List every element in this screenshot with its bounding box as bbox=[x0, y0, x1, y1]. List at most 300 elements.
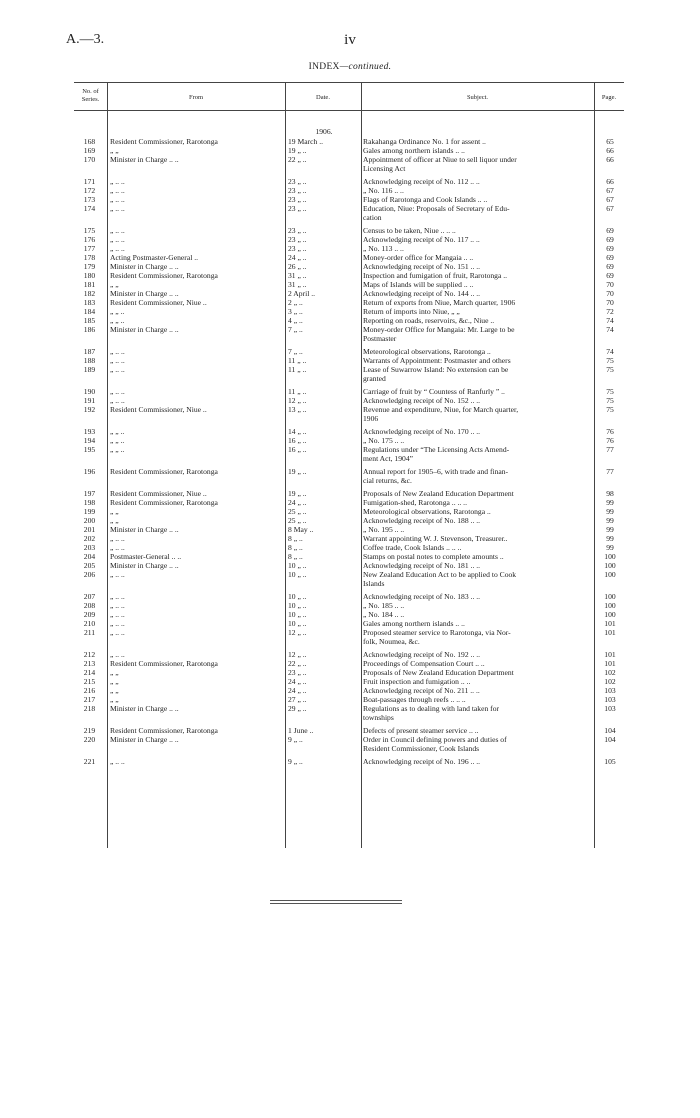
table-row bbox=[74, 226, 624, 235]
date-cell: 10 „ .. bbox=[288, 619, 307, 628]
subject-cell: Fumigation-shed, Rarotonga .. .. .. bbox=[363, 498, 467, 507]
subject-cell: Meteorological observations, Rarotonga .. bbox=[363, 507, 491, 516]
page-cell bbox=[596, 334, 624, 343]
from-cell: „ „ .. bbox=[110, 436, 125, 445]
series-number: 175 bbox=[83, 226, 96, 235]
date-cell: 24 „ .. bbox=[288, 686, 307, 695]
subject-cell: Carriage of fruit by “ Countess of Ranfurly ” .. bbox=[363, 387, 505, 396]
page-number: iv bbox=[344, 32, 356, 48]
subject-cell: Rakahanga Ordinance No. 1 for assent .. bbox=[363, 137, 486, 146]
date-cell: 23 „ .. bbox=[288, 186, 307, 195]
table-row bbox=[74, 592, 624, 601]
table-row bbox=[74, 637, 624, 646]
table-row bbox=[74, 601, 624, 610]
series-number bbox=[74, 476, 105, 485]
series-number: 185 bbox=[83, 316, 96, 325]
from-cell: „ „ .. bbox=[110, 427, 125, 436]
series-number: 195 bbox=[83, 445, 96, 454]
series-number: 179 bbox=[83, 262, 96, 271]
date-cell bbox=[288, 334, 360, 343]
subject-cell: Defects of present steamer service .. .. bbox=[363, 726, 479, 735]
page-cell: 70 bbox=[606, 280, 614, 289]
from-cell: „ .. .. bbox=[110, 619, 125, 628]
from-cell: „ .. .. bbox=[110, 177, 125, 186]
page-cell: 69 bbox=[606, 271, 614, 280]
subject-cell: townships bbox=[363, 713, 394, 722]
subject-cell: „ No. 113 .. .. bbox=[363, 244, 404, 253]
table-row bbox=[74, 213, 624, 222]
from-cell: „ .. .. bbox=[110, 650, 125, 659]
series-number: 178 bbox=[83, 253, 96, 262]
series-number bbox=[74, 744, 105, 753]
page-cell: 99 bbox=[606, 507, 614, 516]
from-cell: „ .. .. bbox=[110, 347, 125, 356]
series-number: 213 bbox=[83, 659, 96, 668]
subject-cell: Boat-passages through reefs .. .. .. bbox=[363, 695, 466, 704]
table-row bbox=[74, 436, 624, 445]
date-cell: 23 „ .. bbox=[288, 235, 307, 244]
from-cell bbox=[110, 164, 288, 173]
date-cell: 24 „ .. bbox=[288, 253, 307, 262]
series-number: 173 bbox=[83, 195, 96, 204]
series-number: 174 bbox=[83, 204, 96, 213]
from-cell: Resident Commissioner, Niue .. bbox=[110, 298, 207, 307]
subject-cell: 1906 bbox=[363, 414, 379, 423]
series-number: 206 bbox=[83, 570, 96, 579]
date-cell: 10 „ .. bbox=[288, 601, 307, 610]
page-cell: 98 bbox=[606, 489, 614, 498]
page-cell: 101 bbox=[604, 650, 616, 659]
subject-cell: Education, Niue: Proposals of Secretary of Edu- bbox=[363, 204, 510, 213]
subject-cell: Acknowledging receipt of No. 211 .. .. bbox=[363, 686, 480, 695]
page-cell bbox=[596, 637, 624, 646]
series-number: 205 bbox=[83, 561, 96, 570]
subject-cell: Acknowledging receipt of No. 196 .. .. bbox=[363, 757, 481, 766]
date-cell: 12 „ .. bbox=[288, 396, 307, 405]
series-number bbox=[74, 713, 105, 722]
from-cell: „ .. .. bbox=[110, 226, 125, 235]
page-cell: 100 bbox=[604, 601, 616, 610]
series-number: 211 bbox=[83, 628, 96, 637]
table-row bbox=[74, 489, 624, 498]
series-number bbox=[74, 637, 105, 646]
table-row bbox=[74, 405, 624, 414]
table-row bbox=[74, 325, 624, 334]
table-row bbox=[74, 280, 624, 289]
page-cell: 100 bbox=[604, 610, 616, 619]
page-cell: 66 bbox=[606, 177, 614, 186]
series-number bbox=[74, 414, 105, 423]
page-cell: 100 bbox=[604, 561, 616, 570]
index-title-suffix: —continued. bbox=[339, 62, 392, 72]
from-cell: Resident Commissioner, Niue .. bbox=[110, 405, 207, 414]
subject-cell: „ No. 116 .. .. bbox=[363, 186, 404, 195]
from-cell: Resident Commissioner, Rarotonga bbox=[110, 726, 218, 735]
page-cell: 70 bbox=[606, 289, 614, 298]
from-cell: „ .. .. bbox=[110, 592, 125, 601]
page-cell: 99 bbox=[606, 498, 614, 507]
page-cell: 69 bbox=[606, 235, 614, 244]
date-cell bbox=[288, 374, 360, 383]
series-number bbox=[74, 213, 105, 222]
from-cell: Minister in Charge .. .. bbox=[110, 525, 179, 534]
subject-cell: Regulations as to dealing with land taken for bbox=[363, 704, 500, 713]
page-cell bbox=[596, 374, 624, 383]
table-top-rule bbox=[74, 82, 624, 83]
page-cell: 75 bbox=[606, 387, 614, 396]
series-number: 221 bbox=[83, 757, 96, 766]
from-cell: Acting Postmaster-General .. bbox=[110, 253, 198, 262]
date-cell: 11 „ .. bbox=[288, 365, 307, 374]
subject-cell: Warrant appointing W. J. Stevenson, Treasurer.. bbox=[363, 534, 508, 543]
table-row bbox=[74, 262, 624, 271]
table-row bbox=[74, 177, 624, 186]
table-header-rule bbox=[74, 110, 624, 111]
subject-cell: Lease of Suwarrow Island: No extension can be bbox=[363, 365, 509, 374]
subject-cell: Return of imports into Niue, „ „ bbox=[363, 307, 460, 316]
footer-rule bbox=[270, 900, 402, 901]
subject-cell: Warrants of Appointment: Postmaster and others bbox=[363, 356, 511, 365]
date-cell: 11 „ .. bbox=[288, 387, 307, 396]
date-cell: 9 „ .. bbox=[288, 757, 303, 766]
from-cell bbox=[110, 476, 288, 485]
page-cell bbox=[596, 164, 624, 173]
series-number: 201 bbox=[83, 525, 96, 534]
from-cell: „ .. .. bbox=[110, 387, 125, 396]
subject-cell: „ No. 195 .. .. bbox=[363, 525, 405, 534]
from-cell bbox=[110, 414, 288, 423]
from-cell: Minister in Charge .. .. bbox=[110, 561, 179, 570]
table-row bbox=[74, 445, 624, 454]
table-row bbox=[74, 543, 624, 552]
series-number: 219 bbox=[83, 726, 96, 735]
subject-cell: „ No. 175 .. .. bbox=[363, 436, 405, 445]
page-cell: 102 bbox=[604, 677, 616, 686]
page-cell bbox=[596, 213, 624, 222]
table-row bbox=[74, 619, 624, 628]
table-row bbox=[74, 427, 624, 436]
page-cell bbox=[596, 454, 624, 463]
series-number: 191 bbox=[83, 396, 96, 405]
date-cell: 7 „ .. bbox=[288, 325, 303, 334]
page-cell: 76 bbox=[606, 436, 614, 445]
table-row bbox=[74, 271, 624, 280]
from-cell: „ .. .. bbox=[110, 396, 125, 405]
subject-cell: Money-order Office for Mangaia: Mr. Large to be bbox=[363, 325, 515, 334]
series-number: 202 bbox=[83, 534, 96, 543]
page-header-left: A.—3. bbox=[66, 32, 105, 47]
subject-cell: Reporting on roads, reservoirs, &c., Niue .. bbox=[363, 316, 495, 325]
subject-cell: cation bbox=[363, 213, 382, 222]
table-row bbox=[74, 726, 624, 735]
page-cell: 103 bbox=[604, 686, 616, 695]
subject-cell: Acknowledging receipt of No. 188 .. .. bbox=[363, 516, 481, 525]
table-row bbox=[74, 186, 624, 195]
page-cell: 100 bbox=[604, 552, 616, 561]
table-row bbox=[74, 244, 624, 253]
series-number: 188 bbox=[83, 356, 96, 365]
subject-cell: folk, Noumea, &c. bbox=[363, 637, 420, 646]
subject-cell: Gales among northern islands .. .. bbox=[363, 619, 465, 628]
from-cell: „ „ bbox=[110, 280, 119, 289]
index-table bbox=[74, 82, 624, 848]
from-cell bbox=[110, 213, 288, 222]
page-cell: 67 bbox=[606, 186, 614, 195]
date-cell: 19 „ .. bbox=[288, 467, 307, 476]
table-row bbox=[74, 552, 624, 561]
series-number: 169 bbox=[83, 146, 96, 155]
subject-cell: cial returns, &c. bbox=[363, 476, 412, 485]
table-row bbox=[74, 155, 624, 164]
series-number: 199 bbox=[83, 507, 96, 516]
date-cell: 8 May .. bbox=[288, 525, 314, 534]
table-row bbox=[74, 668, 624, 677]
date-cell: 27 „ .. bbox=[288, 695, 307, 704]
column-header-subject: Subject. bbox=[466, 94, 489, 101]
page-cell: 77 bbox=[606, 445, 614, 454]
page-cell bbox=[596, 414, 624, 423]
subject-cell: Proposed steamer service to Rarotonga, via Nor- bbox=[363, 628, 511, 637]
date-cell: 11 „ .. bbox=[288, 356, 307, 365]
date-cell bbox=[288, 164, 360, 173]
date-cell: 23 „ .. bbox=[288, 244, 307, 253]
series-number: 181 bbox=[83, 280, 96, 289]
page-cell: 99 bbox=[606, 516, 614, 525]
date-cell: 8 „ .. bbox=[288, 534, 303, 543]
from-cell: „ „ bbox=[110, 686, 119, 695]
from-cell: „ .. .. bbox=[110, 601, 125, 610]
date-cell: 8 „ .. bbox=[288, 552, 303, 561]
subject-cell: Meteorological observations, Rarotonga .. bbox=[363, 347, 491, 356]
from-cell: Minister in Charge .. .. bbox=[110, 155, 179, 164]
page-cell: 101 bbox=[604, 619, 616, 628]
date-cell: 26 „ .. bbox=[288, 262, 307, 271]
table-row bbox=[74, 650, 624, 659]
series-number: 171 bbox=[83, 177, 96, 186]
table-row bbox=[74, 235, 624, 244]
page-cell bbox=[596, 744, 624, 753]
from-cell: „ .. .. bbox=[110, 204, 125, 213]
date-cell: 10 „ .. bbox=[288, 561, 307, 570]
date-cell: 16 „ .. bbox=[288, 445, 307, 454]
page-cell: 66 bbox=[606, 155, 614, 164]
series-number: 209 bbox=[83, 610, 96, 619]
page-cell: 75 bbox=[606, 396, 614, 405]
subject-cell: Appointment of officer at Niue to sell liquor under bbox=[363, 155, 517, 164]
subject-cell: Stamps on postal notes to complete amounts .. bbox=[363, 552, 504, 561]
subject-cell: Acknowledging receipt of No. 117 .. .. bbox=[363, 235, 480, 244]
from-cell: „ „ bbox=[110, 668, 119, 677]
date-cell: 12 „ .. bbox=[288, 628, 307, 637]
date-cell: 16 „ .. bbox=[288, 436, 307, 445]
index-title bbox=[0, 62, 700, 72]
from-cell: „ .. .. bbox=[110, 195, 125, 204]
from-cell: „ „ bbox=[110, 695, 119, 704]
column-header-page: Page. bbox=[601, 94, 617, 101]
date-cell: 9 „ .. bbox=[288, 735, 303, 744]
page-cell: 105 bbox=[604, 757, 616, 766]
table-row bbox=[74, 396, 624, 405]
subject-cell: Acknowledging receipt of No. 144 .. .. bbox=[363, 289, 481, 298]
subject-cell: Census to be taken, Niue .. .. .. bbox=[363, 226, 456, 235]
table-row bbox=[74, 316, 624, 325]
from-cell: „ .. .. bbox=[110, 235, 125, 244]
date-cell: 3 „ .. bbox=[288, 307, 303, 316]
series-number: 217 bbox=[83, 695, 96, 704]
table-row bbox=[74, 467, 624, 476]
from-cell bbox=[110, 334, 288, 343]
subject-cell: Return of exports from Niue, March quarter, 1906 bbox=[363, 298, 516, 307]
series-number: 204 bbox=[83, 552, 96, 561]
table-row bbox=[74, 534, 624, 543]
page-cell: 100 bbox=[604, 592, 616, 601]
page-cell: 75 bbox=[606, 365, 614, 374]
date-cell: 23 „ .. bbox=[288, 204, 307, 213]
page-cell: 74 bbox=[606, 325, 614, 334]
series-number: 214 bbox=[83, 668, 96, 677]
from-cell: „ .. .. bbox=[110, 534, 125, 543]
from-cell: Resident Commissioner, Niue .. bbox=[110, 489, 207, 498]
date-cell: 23 „ .. bbox=[288, 195, 307, 204]
page-cell: 70 bbox=[606, 298, 614, 307]
table-row bbox=[74, 695, 624, 704]
from-cell: „ „ bbox=[110, 516, 119, 525]
from-cell: Minister in Charge .. .. bbox=[110, 262, 179, 271]
subject-cell: Acknowledging receipt of No. 152 .. .. bbox=[363, 396, 481, 405]
series-number: 172 bbox=[83, 186, 96, 195]
series-number bbox=[74, 334, 105, 343]
series-number: 192 bbox=[83, 405, 96, 414]
series-number: 198 bbox=[83, 498, 96, 507]
table-row bbox=[74, 757, 624, 766]
from-cell: Resident Commissioner, Rarotonga bbox=[110, 271, 218, 280]
from-cell: „ .. .. bbox=[110, 365, 125, 374]
subject-cell: Acknowledging receipt of No. 170 .. .. bbox=[363, 427, 481, 436]
subject-cell: Proceedings of Compensation Court .. .. bbox=[363, 659, 485, 668]
from-cell: „ „ .. bbox=[110, 307, 125, 316]
subject-cell: New Zealand Education Act to be applied to Cook bbox=[363, 570, 517, 579]
table-row bbox=[74, 374, 624, 383]
from-cell: Resident Commissioner, Rarotonga bbox=[110, 659, 218, 668]
subject-cell: Acknowledging receipt of No. 151 .. .. bbox=[363, 262, 481, 271]
date-cell: 10 „ .. bbox=[288, 610, 307, 619]
column-header-no: No. of Series. bbox=[81, 88, 100, 103]
series-number: 190 bbox=[83, 387, 96, 396]
year-label: 1906. bbox=[315, 127, 333, 136]
page-cell: 99 bbox=[606, 525, 614, 534]
column-header-date: Date. bbox=[316, 94, 330, 101]
from-cell: „ .. .. bbox=[110, 543, 125, 552]
subject-cell: Islands bbox=[363, 579, 385, 588]
subject-cell: Proposals of New Zealand Education Department bbox=[363, 489, 514, 498]
series-number bbox=[74, 164, 105, 173]
subject-cell: Acknowledging receipt of No. 112 .. .. bbox=[363, 177, 480, 186]
table-row bbox=[74, 454, 624, 463]
series-number bbox=[74, 454, 105, 463]
series-number: 168 bbox=[83, 137, 96, 146]
date-cell: 19 „ .. bbox=[288, 146, 307, 155]
series-number: 197 bbox=[83, 489, 96, 498]
series-number: 187 bbox=[83, 347, 96, 356]
date-cell bbox=[288, 213, 360, 222]
date-cell: 19 March .. bbox=[288, 137, 324, 146]
page-cell: 103 bbox=[604, 704, 616, 713]
table-row bbox=[74, 387, 624, 396]
page-cell: 99 bbox=[606, 534, 614, 543]
from-cell: „ „ .. bbox=[110, 316, 125, 325]
date-cell: 31 „ .. bbox=[288, 280, 307, 289]
series-number: 216 bbox=[83, 686, 96, 695]
from-cell: Postmaster-General .. .. bbox=[110, 552, 182, 561]
table-row bbox=[74, 516, 624, 525]
from-cell: Minister in Charge .. .. bbox=[110, 289, 179, 298]
date-cell: 4 „ .. bbox=[288, 316, 303, 325]
page-cell: 69 bbox=[606, 253, 614, 262]
series-number: 183 bbox=[83, 298, 96, 307]
date-cell bbox=[288, 454, 360, 463]
table-row bbox=[74, 356, 624, 365]
from-cell: Resident Commissioner, Rarotonga bbox=[110, 498, 218, 507]
column-header-from: From bbox=[188, 94, 204, 101]
date-cell: 10 „ .. bbox=[288, 592, 307, 601]
page-cell bbox=[596, 713, 624, 722]
subject-cell: „ No. 184 .. .. bbox=[363, 610, 405, 619]
page-cell: 69 bbox=[606, 262, 614, 271]
table-row bbox=[74, 146, 624, 155]
page-cell: 67 bbox=[606, 195, 614, 204]
date-cell: 10 „ .. bbox=[288, 570, 307, 579]
date-cell: 24 „ .. bbox=[288, 498, 307, 507]
page-cell: 66 bbox=[606, 146, 614, 155]
series-number: 180 bbox=[83, 271, 96, 280]
series-number: 170 bbox=[83, 155, 96, 164]
date-cell: 8 „ .. bbox=[288, 543, 303, 552]
date-cell: 19 „ .. bbox=[288, 489, 307, 498]
subject-cell: Regulations under “The Licensing Acts Amend- bbox=[363, 445, 510, 454]
table-row bbox=[74, 253, 624, 262]
from-cell: Resident Commissioner, Rarotonga bbox=[110, 137, 218, 146]
subject-cell: „ No. 185 .. .. bbox=[363, 601, 405, 610]
table-row bbox=[74, 334, 624, 343]
series-number: 215 bbox=[83, 677, 96, 686]
table-row bbox=[74, 195, 624, 204]
page-cell: 69 bbox=[606, 244, 614, 253]
page-cell: 104 bbox=[604, 726, 616, 735]
series-number: 194 bbox=[83, 436, 96, 445]
page-cell: 77 bbox=[606, 467, 614, 476]
page-cell: 75 bbox=[606, 356, 614, 365]
date-cell bbox=[288, 579, 360, 588]
date-cell: 14 „ .. bbox=[288, 427, 307, 436]
page-cell: 103 bbox=[604, 695, 616, 704]
subject-cell: Money-order office for Mangaia .. .. bbox=[363, 253, 474, 262]
page-cell: 72 bbox=[606, 307, 614, 316]
page-cell: 74 bbox=[606, 347, 614, 356]
series-number: 193 bbox=[83, 427, 96, 436]
date-cell: 12 „ .. bbox=[288, 650, 307, 659]
date-cell bbox=[288, 476, 360, 485]
table-row bbox=[74, 365, 624, 374]
subject-cell: Flags of Rarotonga and Cook Islands .. .. bbox=[363, 195, 488, 204]
table-row bbox=[74, 164, 624, 173]
date-cell: 23 „ .. bbox=[288, 177, 307, 186]
series-number: 186 bbox=[83, 325, 96, 334]
series-number bbox=[74, 374, 105, 383]
from-cell bbox=[110, 374, 288, 383]
from-cell: „ .. .. bbox=[110, 628, 125, 637]
subject-cell: Revenue and expenditure, Niue, for March quarter, bbox=[363, 405, 519, 414]
page-cell: 104 bbox=[604, 735, 616, 744]
